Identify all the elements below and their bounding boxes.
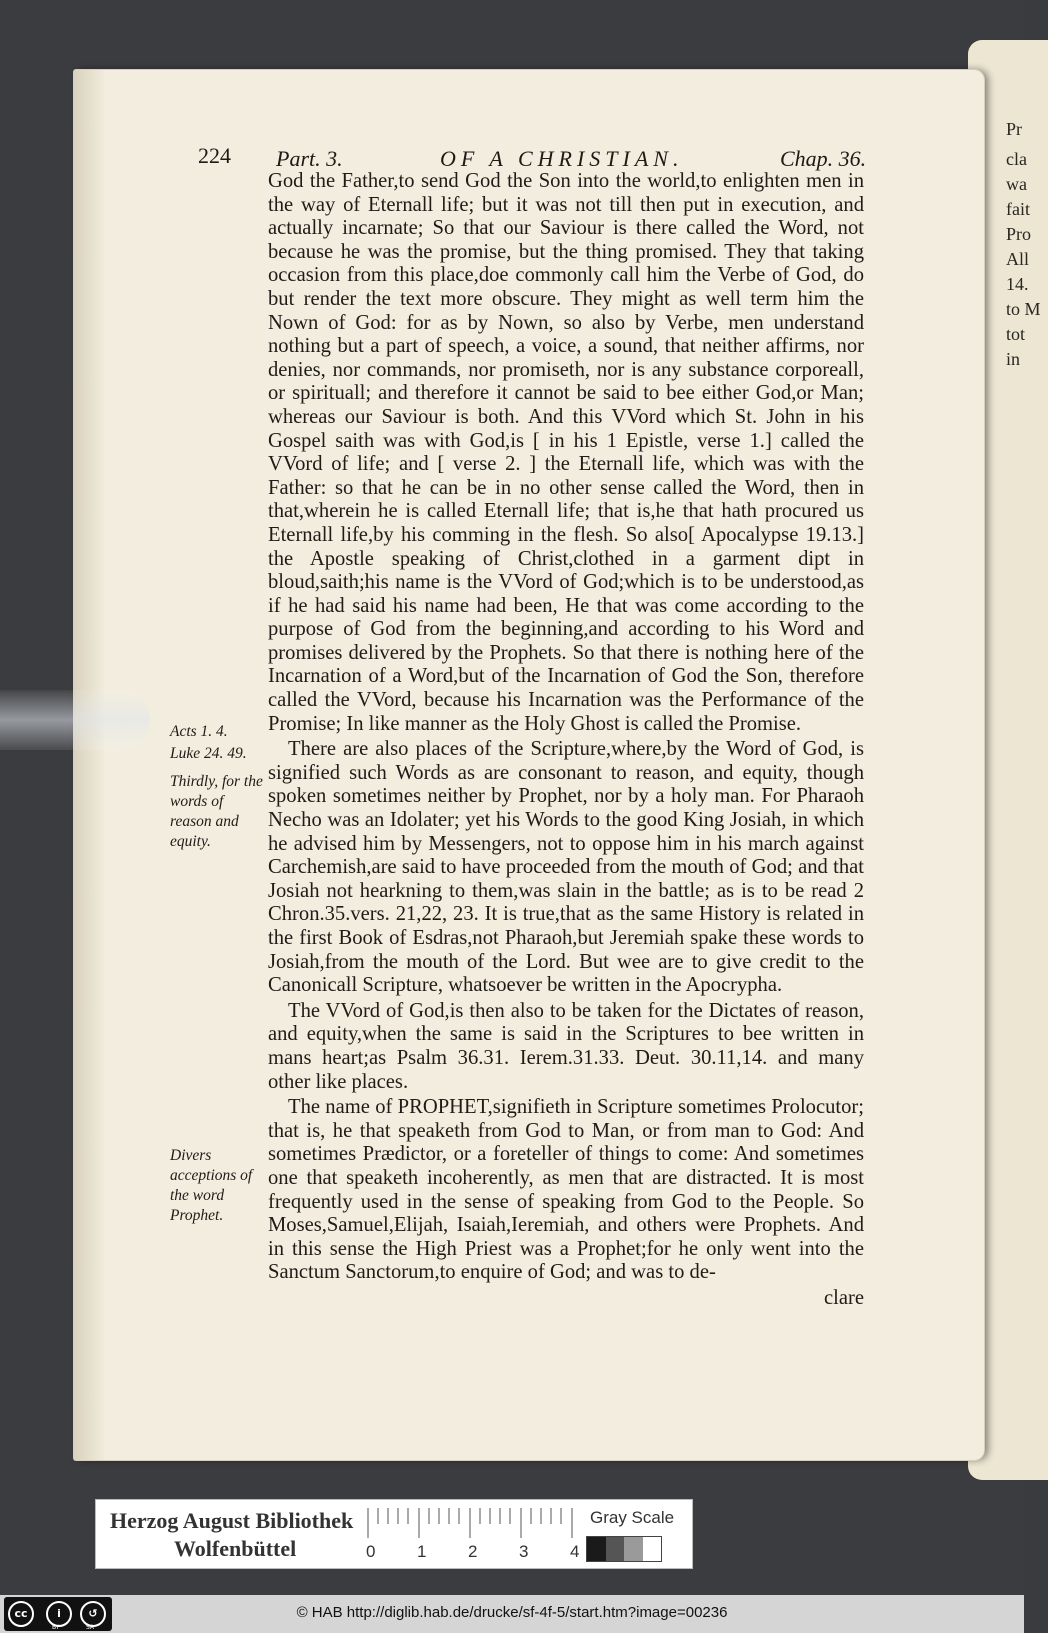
catchword: clare — [823, 1286, 864, 1309]
margin-note-luke: Luke 24. 49. — [170, 745, 247, 762]
gray-swatch — [624, 1537, 643, 1561]
library-color-card — [96, 1500, 692, 1568]
facing-page-fragment: Pr cla wa fait Pro All 14. to M tot in — [968, 40, 1048, 1480]
gray-swatch — [606, 1537, 625, 1561]
license-by-label: BY — [52, 1624, 60, 1631]
ruler-number: 2 — [468, 1542, 478, 1561]
license-sa-label: SA — [86, 1624, 95, 1631]
margin-note-acts: Acts 1. 4. — [170, 723, 228, 740]
library-name-line2: Wolfenbüttel — [174, 1536, 297, 1561]
attribution-icon: i — [46, 1601, 72, 1627]
ruler-number: 3 — [519, 1542, 529, 1561]
gray-swatch — [643, 1537, 662, 1561]
gray-scale-swatches — [586, 1536, 662, 1562]
body-text — [268, 170, 864, 1311]
margin-note-thirdly: Thirdly, for the words of reason and equity. — [170, 773, 263, 850]
paragraph-reason-equity: There are also places of the Scripture,where,by the Word of God, is signified such Words as are consonant to reason, and equity, though spoken sometimes neither by Prophet, nor by a holy man. For Pharaoh Necho was an Idolater; yet his Words to the good King Josiah, in which he advised him by Messengers, not to oppose him in his march against Carchemish,are said to have proceeded from the mouth of God; and that Josiah not hearkning to them,was slain in the battle; as is to be read 2 Chron.35.vers. 21,22, 23. It is true,that as the same History is related in the first Book of Esdras,not Pharaoh,but Jeremiah spake these words to Josiah,from the mouth of the Lord. But wee are to give credit to the Canonicall Scripture, whatsoever be written in the Apocrypha. — [268, 738, 864, 997]
footer-credit-link[interactable]: © HAB http://diglib.hab.de/drucke/sf-4f-5/start.htm?image=00236 — [296, 1604, 728, 1621]
page-clip — [0, 690, 150, 750]
page-edge — [74, 70, 104, 1460]
library-name-line1: Herzog August Bibliothek — [110, 1508, 354, 1533]
running-head-chapter: Chap. 36. — [780, 146, 867, 171]
paragraph-word-incarnation: God the Father,to send God the Son into the world,to enlighten men in the way of Eternall life; but it was not till then put in execution, and actually incarnate; So that our Saviour is there called the Word, not because he was the promise, but the thing promised. They that taking occasion from this place,doe commonly call him the Verbe of God, do but render the text more obscure. They might as well term him the Nown of God: for as by Nown, so also by Verbe, men understand nothing but a part of speech, a voice, a sound, that neither affirms, nor denies, nor commands, nor promiseth, nor is any substance corporeall, or spirituall; and therefore it cannot be said to bee either God,or Man; whereas our Saviour is both. And this VVord which St. John in his Gospel saith was with God,is [ in his 1 Epistle, verse 1.] called the VVord of life; and [ verse 2. ] the Eternall life, which was with the Father: so that he can be in no other sense called the Word, then in that,wherein he is called Eternall life; that is,he that hath procured us Eternall life,by his comming in the flesh. So also[ Apocalypse 19.13.] the Apostle speaking of Christ,clothed in a garment dipt in bloud,saith;his name is the VVord of God;which is to be understood,as if he had said his name had been, He that was come according to the purpose of God from the beginning,and according to his Word and promises delivered by the Prophets. So that there is nothing here of the Incarnation of a Word,but of the Incarnation of God the Son, therefore called the VVord, because his Incarnation was the Performance of the Promise; In like manner as the Holy Ghost is called the Promise. — [268, 170, 864, 735]
running-head-title: OF A CHRISTIAN. — [440, 146, 684, 171]
gray-scale-label: Gray Scale — [590, 1508, 675, 1527]
ruler-number: 0 — [366, 1542, 376, 1561]
share-alike-icon: ↺ — [80, 1601, 106, 1627]
paragraph-dictates-of-reason: The VVord of God,is then also to be taken for the Dictates of reason, and equity,when the same is said in the Scriptures to bee written in mans heart;as Psalm 36.31. Ierem.31.33. Deut. 30.11,14. and many other like places. — [268, 999, 864, 1093]
paragraph-name-of-prophet: The name of PROPHET,signifieth in Scripture sometimes Prolocutor; that is, he that speaketh from God to Man, or from man to God: And sometimes Prædictor, or a foreteller of things to come: And sometimes one that speaketh incoherently, as men that are distracted. It is most frequently used in the sense of speaking from God to the People. So Moses,Samuel,Elijah, Isaiah,Ieremiah, and others were Prophets. And in this sense the High Priest was a Prophet;for he only went into the Sanctum Sanctorum,to enquire of God; and was to de- — [268, 1096, 864, 1284]
running-head-part: Part. 3. — [276, 146, 343, 171]
page-number: 224 — [198, 143, 231, 168]
margin-note-divers: Divers acceptions of the word Prophet. — [170, 1147, 253, 1224]
gray-swatch — [587, 1537, 606, 1561]
cc-icon: cc — [8, 1601, 34, 1627]
ruler-number: 1 — [417, 1542, 427, 1561]
ruler-number: 4 — [570, 1542, 580, 1561]
scale-ruler — [368, 1508, 574, 1538]
